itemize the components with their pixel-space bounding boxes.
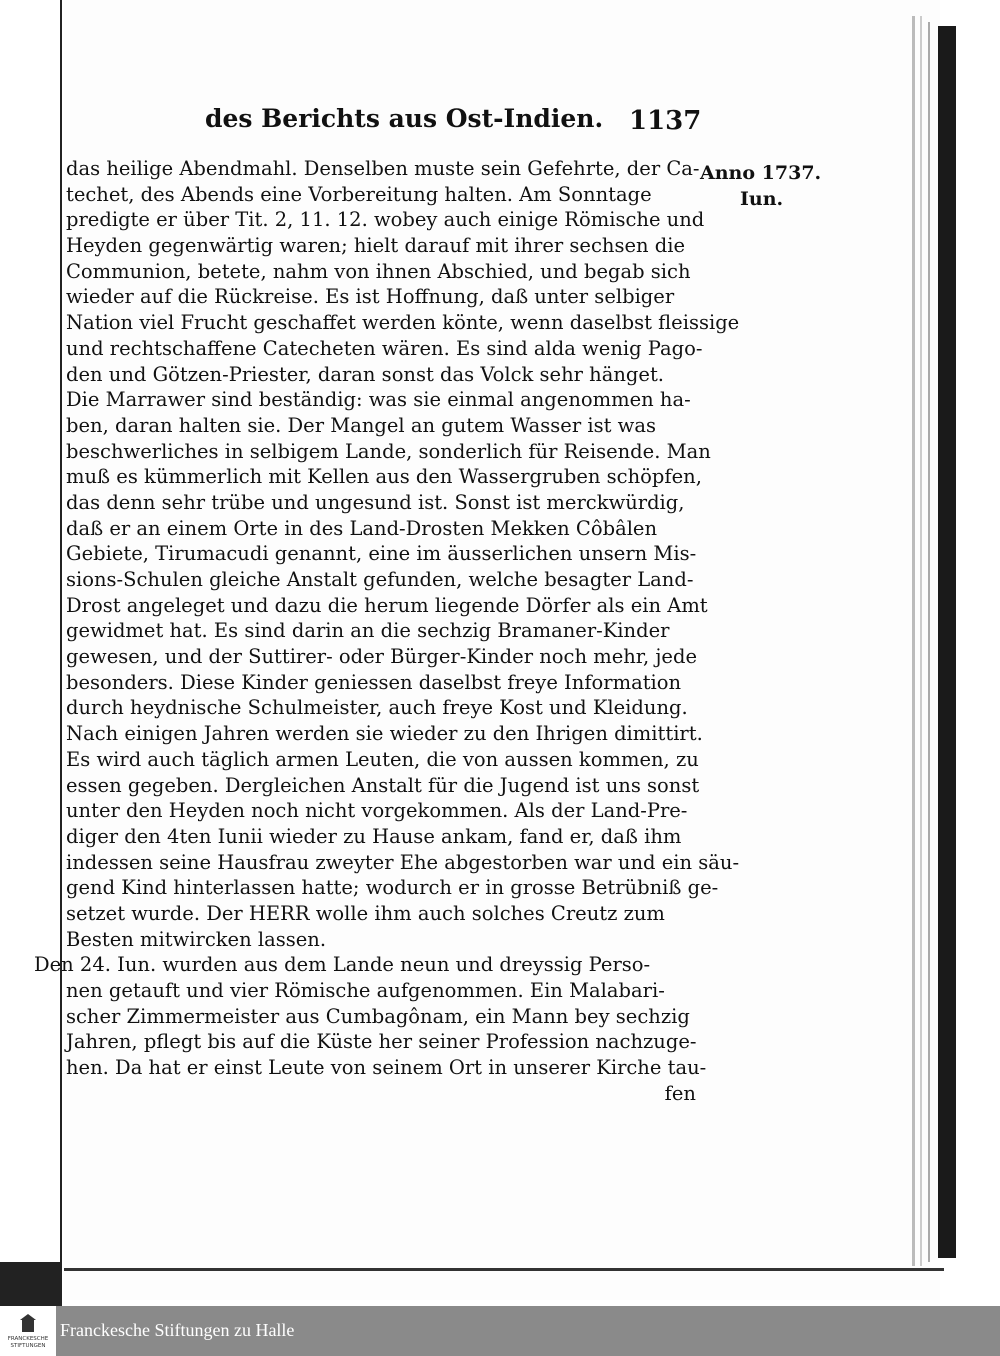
marginal-note [700,160,830,212]
text-line: diger den 4ten Iunii wieder zu Hause ankam, fand er, daß ihm [66,824,682,848]
text-line: Drost angeleget und dazu die herum liegende Dörfer als ein Amt [66,593,708,617]
body-text [34,156,740,1106]
logo-caption: FRANCKESCHE STIFTUNGEN [7,1336,49,1349]
left-page-shadow [0,1262,62,1306]
left-page-border [0,0,62,1306]
catchword: fen [664,1081,696,1105]
text-line: gewidmet hat. Es sind darin an die sechzig Bramaner-Kinder [66,619,670,643]
text-line: Es wird auch täglich armen Leuten, die von aussen kommen, zu [66,747,699,771]
text-line: indessen seine Hausfrau zweyter Ehe abgestorben war und ein säu- [66,850,740,874]
text-line: unter den Heyden noch nicht vorgekommen. Als der Land-Pre- [66,799,688,823]
text-line: und rechtschaffene Catecheten wären. Es sind alda wenig Pago- [66,336,703,360]
text-line: muß es kümmerlich mit Kellen aus den Wassergruben schöpfen, [66,465,702,489]
text-line: techet, des Abends eine Vorbereitung halten. Am Sonntage [66,182,652,206]
text-line: das heilige Abendmahl. Denselben muste sein Gefehrte, der Ca- [66,157,700,180]
text-line: Communion, betete, nahm von ihnen Abschied, und begab sich [66,259,691,283]
building-icon [20,1314,36,1332]
text-line: Nach einigen Jahren werden sie wieder zu den Ihrigen dimittirt. [66,722,703,746]
institution-name: Franckesche Stiftungen zu Halle [60,1320,295,1340]
paragraph-start-line: Den 24. Iun. wurden aus dem Lande neun und dreyssig Perso- [34,953,651,977]
marginal-year: Anno 1737. [700,162,822,184]
text-line: Die Marrawer sind beständig: was sie einmal angenommen ha- [66,388,691,412]
text-line: wieder auf die Rückreise. Es ist Hoffnung, daß unter selbiger [66,285,675,309]
text-line: hen. Da hat er einst Leute von seinem Ort in unserer Kirche tau- [66,1056,707,1080]
text-line: beschwerliches in selbigem Lande, sonderlich für Reisende. Man [66,439,711,463]
page-number: 1137 [629,106,702,136]
text-line: essen gegeben. Dergleichen Anstalt für die Jugend ist uns sonst [66,773,700,797]
institution-logo [0,1306,56,1356]
text-line: setzet wurde. Der HERR wolle ihm auch solches Creutz zum [66,901,665,925]
text-line: Besten mitwircken lassen. [66,927,327,951]
page-bottom-edge [64,1268,944,1271]
page-header [205,104,705,144]
text-line: gewesen, und der Suttirer- oder Bürger-Kinder noch mehr, jede [66,645,697,669]
text-line: nen getauft und vier Römische aufgenommen. Ein Malabari- [66,979,665,1002]
text-line: ben, daran halten sie. Der Mangel an gutem Wasser ist was [66,413,656,437]
text-line: Jahren, pflegt bis auf die Küste her seiner Profession nachzuge- [66,1030,697,1054]
left-page-edge [0,0,62,1306]
text-line: scher Zimmermeister aus Cumbagônam, ein Mann bey sechzig [66,1004,690,1028]
text-line: predigte er über Tit. 2, 11. 12. wobey auch einige Römische und [66,208,705,232]
text-line: Nation viel Frucht geschaffet werden könte, wenn daselbst fleissige [66,311,740,335]
text-line: gend Kind hinterlassen hatte; wodurch er in grosse Betrübniß ge- [66,876,719,900]
text-line: besonders. Diese Kinder geniessen daselbst freye Information [66,670,682,694]
text-line: sions-Schulen gleiche Anstalt gefunden, welche besagter Land- [66,568,694,591]
marginal-month: Iun. [740,188,784,210]
running-head: des Berichts aus Ost-Indien. [205,104,604,133]
text-line: das denn sehr trübe und ungesund ist. Sonst ist merckwürdig, [66,490,685,514]
text-line: Heyden gegenwärtig waren; hielt darauf mit ihrer sechsen die [66,234,686,258]
page-stack-edges [912,16,956,1266]
text-line: den und Götzen-Priester, daran sonst das Volck sehr hänget. [66,362,664,386]
text-line: durch heydnische Schulmeister, auch freye Kost und Kleidung. [66,696,688,720]
footer-bar [0,1306,1000,1356]
text-line: daß er an einem Orte in des Land-Drosten Mekken Côbâlen [66,516,658,540]
text-line: Gebiete, Tirumacudi genannt, eine im äusserlichen unsern Mis- [66,542,697,566]
